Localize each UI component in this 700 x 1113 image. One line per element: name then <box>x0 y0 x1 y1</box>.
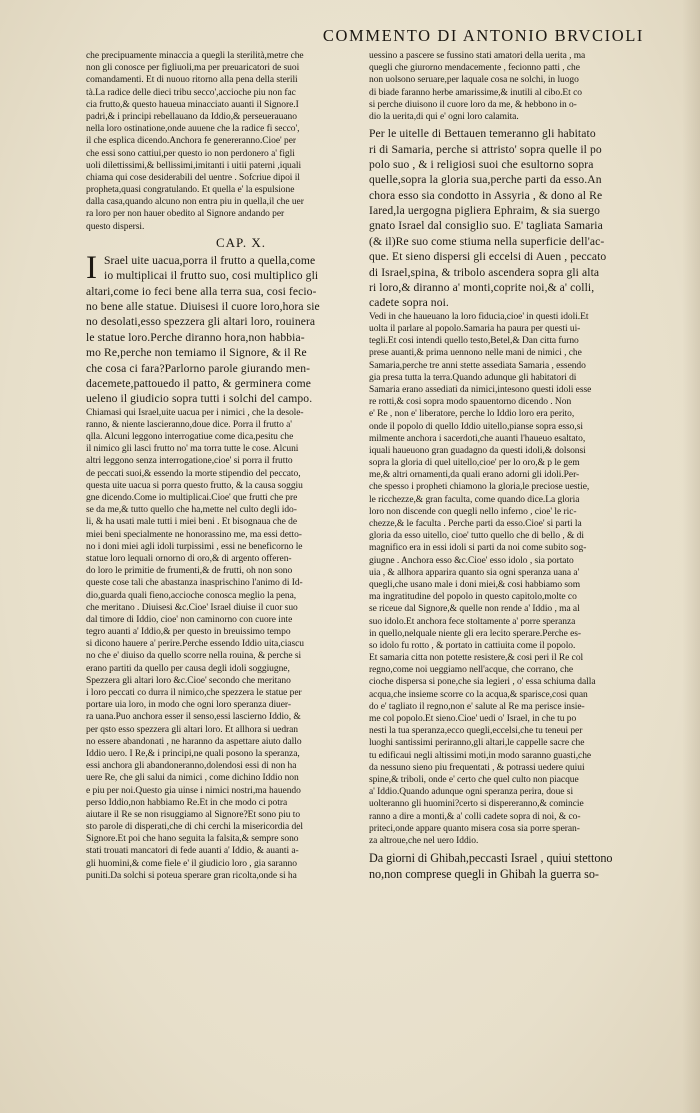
text-line: Chiamasi qui Israel,uite uacua per i nimici , che la desole- <box>86 407 304 418</box>
text-line: priteci,onde appare quanto misera cosa sia porre speran- <box>369 823 580 834</box>
verse-block-ghibah <box>369 850 687 882</box>
verse-text <box>86 249 366 407</box>
text-line: qlla. Alcuni leggono interrogatiue come dica,pesitu che <box>86 432 294 443</box>
text-line: che meritano . Diuisesi &c.Cioe' Israel diuise il cuor suo <box>86 602 298 613</box>
text-line: stati trouati mancatori di fede auanti a' Iddio, & auanti a- <box>86 846 299 857</box>
text-line: milmente anchora i sacerdoti,che auanti l'haueuo esaltato, <box>369 433 586 444</box>
text-line: dio,guarda quali fieno,accioche conosca meglio la pena, <box>86 590 297 601</box>
right-column <box>369 50 687 882</box>
text-line: quegli,che usano male i doni miei,& cosi habbiamo som <box>369 579 581 590</box>
text-line: suo idolo.Et anchora fece stoltamente a' porre speranza <box>369 616 576 627</box>
text-line: giugne . Anchora esso &c.Cioe' esso idolo , sia portato <box>369 555 574 566</box>
text-line: Da giorni di Ghibah,peccasti Israel , quiui stettono <box>369 851 613 866</box>
text-line: si perche diuisono il cuore loro da me, & hebbono in o- <box>369 99 577 110</box>
text-line: loro non discende con quegli nello inferno , cioe' le ric- <box>369 506 577 517</box>
text-line: che precipuamente minaccia a quegli la sterilità,metre che <box>86 51 304 61</box>
text-line: do e' tagliato il regno,non e' salute al Re ma perisce insie- <box>369 701 585 712</box>
text-line: li, & ha usati male tutti i miei beni . Et bisognaua che de <box>86 517 298 528</box>
text-line: nella loro ostinatione,onde auuene che la radice fi secco', <box>86 124 300 135</box>
text-line: ra loro per non hauer obedito al Signore andando per <box>86 209 285 220</box>
text-line: miei beni specialmente ne honorassino me, ma essi detto- <box>86 529 302 540</box>
text-line: tegli.Et cosi intendi quello testo,Betel,& Dan citta furno <box>369 336 579 347</box>
text-line: dal timore di Iddio, cioe' non caminorno con cuore inte <box>86 614 293 625</box>
text-line: uoli dilettissimi,& bellissimi,imitanti i uitii paterni ,iquali <box>86 160 302 171</box>
text-line: dalla casa,quando alcuno non entra piu in quella,il che uer <box>86 197 304 208</box>
text-line: propheta,quasi congratulando. Et quella e' la espulsione <box>86 185 295 196</box>
text-line: polo suo , & i religiosi suoi che esultorno sopra <box>369 157 594 171</box>
text-line: no che e' diuiso da quello scorre nella rouina, & perche si <box>86 651 302 662</box>
text-line: ri di Samaria, perche si attristo' sopra quelle il po <box>369 142 602 156</box>
text-line: regno,come noi ueggiamo nell'acque, che corrano, che <box>369 665 574 676</box>
text-line: statue loro lequali ornorno di oro,& di argento offeren- <box>86 553 292 564</box>
drop-cap: I <box>86 249 97 286</box>
text-line: Samaria erano assediati da nimici,intesono questi idoli esse <box>369 384 592 395</box>
text-line: portare uia loro, in modo che ogni loro speranza diuer- <box>86 700 291 711</box>
commentary-paragraph-2 <box>86 407 366 882</box>
text-line: il nimico gli lasci frutto no' ma torra tutte le cose. Alcuni <box>86 444 299 455</box>
text-line: uia , & allhora apparira quanto sia ogni speranza uana a' <box>369 567 580 578</box>
text-line: il che esplica dicendo.Anchora fe genereranno.Cioe' per <box>86 136 296 147</box>
text-line: per qsto esso spezzera gli altari loro. Et allhora si uedran <box>86 724 298 735</box>
text-line: me,& altri ornamenti,da quali erano adorni gli idoli.Per- <box>369 470 580 481</box>
text-line: no desolati,esso spezzera gli altari loro, rouinera <box>86 315 316 329</box>
commentary-paragraph-vedi <box>369 311 687 847</box>
text-line: queste cose tali che abastanza inasprischino l'animo di Id- <box>86 578 303 589</box>
chapter-heading: CAP. X. <box>216 234 266 250</box>
text-line: che spesso i propheti chiamono la gloria,le preciose uestie, <box>369 482 590 493</box>
text-line: uere Re, che gli salui da nimici , come dichino Iddio non <box>86 773 299 784</box>
text-line: essi anchora gli abandoneranno,dolendosi essi di non ha <box>86 761 297 772</box>
text-line: no i doni miei agli idoli turpissimi , essi ne beneficorno le <box>86 541 303 552</box>
text-line: spine,& triboli, onde e' certo che quel culto non piacque <box>369 774 579 785</box>
text-line: da nessuno sieno piu frequentati , & potrassi uedere quiui <box>369 762 585 773</box>
text-line: altari,come io feci bene alla terra sua, cosi fecio- <box>86 284 317 298</box>
running-head-title: COMMENTO DI ANTONIO BRVCIOLI <box>322 26 644 45</box>
text-line: che cosa ci fara?Parlorno parole giurando men- <box>86 361 311 375</box>
text-line: (& il)Re suo come stiuma nella superficie dell'ac- <box>369 234 605 248</box>
text-line: gne dicendo.Come io multiplicai.Cioe' que frutti che pre <box>86 493 298 504</box>
text-line: quegli che giurorno mendacemente , fecionno patti , che <box>369 63 580 74</box>
text-line: sopra la gloria di quel uitello,cioe' per lo oro,& p le gem <box>369 458 580 469</box>
text-line: non gli conosce per figliuoli,ma per preuaricatori de suoi <box>86 63 300 74</box>
text-line: so idolo fu rotto , & portato in cattiuita come il popolo. <box>369 640 576 651</box>
text-line: ueleno il giudicio sopra tutti i solchi del campo. <box>86 392 313 406</box>
text-line: perso Iddio,non habbiamo Re.Et in che modo ci potra <box>86 797 288 808</box>
text-line: Iared,la uergogna pigliera Ephraim, & sia suergo <box>369 204 601 218</box>
text-line: dacemete,pattouedo il patto, & germinera come <box>86 376 312 390</box>
text-line: ri loro,& diranno a' monti,coprite noi,& a' colli, <box>369 281 595 295</box>
text-line: acqua,che insieme scorre co la acqua,& sparisce,cosi quan <box>369 689 588 700</box>
text-line: se riceue dal Signore,& quelle non rende a' Iddio , ma al <box>369 604 580 615</box>
text-line: quelle,sopra la gloria sua,perche parti da esso.An <box>369 173 602 187</box>
text-line: non uolsono seruare,per laquale cosa ne solchi, in luogo <box>369 75 579 86</box>
text-line: dio la uerita,di qui e' ogni loro calamita. <box>369 111 519 122</box>
commentary-paragraph-1 <box>86 50 366 233</box>
text-line: do loro le primitie de frumenti,& de frutti, oh non sono <box>86 566 293 577</box>
text-line: ra uana.Puo anchora esser il senso,essi lascierno Iddio, & <box>86 712 301 723</box>
text-line: di Israel,spina, & tribolo ascendera sopra gli alta <box>369 265 600 279</box>
text-line: gli huomini,& come fiele e' il giudicio loro , gia saranno <box>86 858 297 869</box>
text-line: ranno a dire a monti,& a' colli cadete sopra di noi, & co- <box>369 811 581 822</box>
text-line: altri leggono senza interrogatione,cioe' si porra il frutto <box>86 456 293 467</box>
text-line: prese auanti,& prima uennono nelle mani de nimici , che <box>369 348 582 359</box>
text-line: cadete sopra noi. <box>369 296 449 310</box>
text-line: e piu per noi.Questo gia uinse i nimici nostri,ma hauendo <box>86 785 301 796</box>
running-head <box>0 26 668 46</box>
text-line: ma ingratitudine del popolo in questo capitolo,molte co <box>369 592 577 603</box>
text-line: de peccati suoi,& essendo la morte stipendio del peccato, <box>86 468 301 479</box>
text-line: me col popolo.Et sieno.Cioe' uedi o' Israel, in che tu po <box>369 714 577 724</box>
text-line: uolta il parlare al popolo.Samaria ha paura per questi ui- <box>369 324 581 334</box>
text-line: uessino a pascere se fussino stati amatori della uerita , ma <box>369 51 586 61</box>
text-line: gnato Israel dal consiglio suo. E' tagliata Samaria <box>369 219 603 233</box>
text-line: onde il popolo di quello Iddio uitello,pianse sopra esso,si <box>369 421 583 432</box>
text-line: Vedi in che haueuano la loro fiducia,cioe' in questi idoli.Et <box>369 311 589 322</box>
text-line: Et samaria citta non potette resistere,& cosi peri il Re col <box>369 653 584 664</box>
text-line: ranno, & niente lascieranno,doue dice. Porra il frutto a' <box>86 419 292 430</box>
text-line: in quello,nelquale niente gli era lecito sperare.Perche es- <box>369 628 582 639</box>
text-line: no,non comprese quegli in Ghibah la guerra so- <box>369 867 599 882</box>
text-line: chiama qui cose desiderabili del uentre . Sofcriue dipoi il <box>86 172 300 183</box>
text-line: Signore.Et poi che hano seguita la falsita,& sempre sono <box>86 834 299 845</box>
text-line: i loro peccati co durra il nimico,che spezzera le statue per <box>86 688 302 699</box>
text-line: gia presa tutta la terra.Quando adunque gli habitatori di <box>369 372 577 383</box>
text-line: erano partiti da quello per causa degli idoli soggiugne, <box>86 663 290 674</box>
text-line: no bene alle statue. Diuisesi il cuore loro,hora sie <box>86 299 320 313</box>
text-line: Spezzera gli altari loro &c.Cioe' secondo che meritano <box>86 675 291 686</box>
text-line: Iddio uero. I Re,& i principi,ne quali posono la speranza, <box>86 748 300 759</box>
text-line: a' Iddio.Quando adunque ogni speranza perira, doue si <box>369 787 574 798</box>
text-line: padri,& i principi rebellauano da Iddio,& perseuerauano <box>86 111 297 122</box>
text-line: aiutare il Re se non risuggiamo al Signore?Et sono piu to <box>86 809 301 820</box>
text-line: chora esso sia condotto in Assyria , & dono al Re <box>369 188 603 202</box>
text-line: uolteranno gli huomini?certo si dispereranno,& comincie <box>369 799 584 810</box>
text-line: Samaria,perche tre anni stette assediata Samaria , essendo <box>369 360 586 371</box>
left-column <box>86 50 366 882</box>
text-line: sto parole di disperati,che di chi cerchi la misericordia del <box>86 822 303 833</box>
text-line: che essi sono cattiui,per questo io non perdonero a' figli <box>86 148 295 159</box>
text-line: questo dispersi. <box>86 221 145 232</box>
text-line: re rotti,& cosi sopra modo spauentorno dicendo . Non <box>369 397 572 408</box>
text-line: cia frutto,& questo haueua minacciato auanti il Signore.I <box>86 99 299 110</box>
text-line: le ricchezze,& gran faculta, come quando dice.La gloria <box>369 494 580 505</box>
text-line: tu edificaui negli altissimi moti,in modo saranno guasti,che <box>369 750 592 761</box>
text-line: e' Re , non e' liberatore, perche lo Iddio loro era perito, <box>369 409 575 420</box>
text-line: questa uite uacua si porra questo frutto, & la causa soggiu <box>86 480 303 491</box>
text-line: puniti.Da solchi si poteua sperare gran ricolta,onde si ha <box>86 870 297 881</box>
text-line: magnifico era in essi idoli si parti da noi come subito sog- <box>369 543 587 554</box>
text-line: io multiplicai il frutto suo, cosi multiplico gli <box>104 269 319 283</box>
commentary-paragraph-continued <box>369 50 687 123</box>
text-line: nesti la tua speranza,ecco quegli,eccelsi,che tu teneui per <box>369 726 583 737</box>
text-line: gloria da esso uitello, cioe' tutto quello che di bello , & di <box>369 531 584 542</box>
text-line: cioche dispersa si pone,che sia legieri , o' essa schiuma dalla <box>369 677 596 688</box>
text-line: se da me,& tutto quello che ha,mette nel culto degli ido- <box>86 505 297 516</box>
verse-block-bettauen <box>369 126 687 311</box>
text-line: mo Re,perche non temiamo il Signore, & il Re <box>86 346 307 360</box>
text-line: za altroue,che nel uero Iddio. <box>369 835 479 846</box>
text-line: luoghi santissimi periranno,gli altari,le cappelle sacre che <box>369 738 585 749</box>
text-line: si dicono hauere a' perire.Perche essendo Iddio uita,ciascu <box>86 639 304 650</box>
text-line: Per le uitelle di Bettauen temeranno gli habitato <box>369 127 596 141</box>
text-line: no essere abandonati , ne haranno da aspettare aiuto dallo <box>86 736 302 747</box>
text-line: Srael uite uacua,porra il frutto a quella,come <box>104 253 316 267</box>
text-line: iquali haueuono gran guadagno da questi idoli,& dolsonsi <box>369 445 586 456</box>
text-line: comandamenti. Et di nuouo ritorno alla pena della sterili <box>86 75 298 86</box>
text-line: di biade faranno herbe amarissime,& inutili al cibo.Et co <box>369 87 582 98</box>
text-line: chezze,& le faculta . Perche parti da esso.Cioe' si parti la <box>369 519 582 529</box>
verse-block <box>86 249 366 407</box>
text-line: tegro auanti a' Iddio,& per questo in breuissimo tempo <box>86 627 291 638</box>
text-line: le statue loro.Perche diranno hora,non habbia- <box>86 330 305 344</box>
text-line: que. Et sieno dispersi gli eccelsi di Auen , peccato <box>369 250 607 264</box>
text-line: tà.La radice delle dieci tribu secco',accioche piu non fac <box>86 87 296 98</box>
